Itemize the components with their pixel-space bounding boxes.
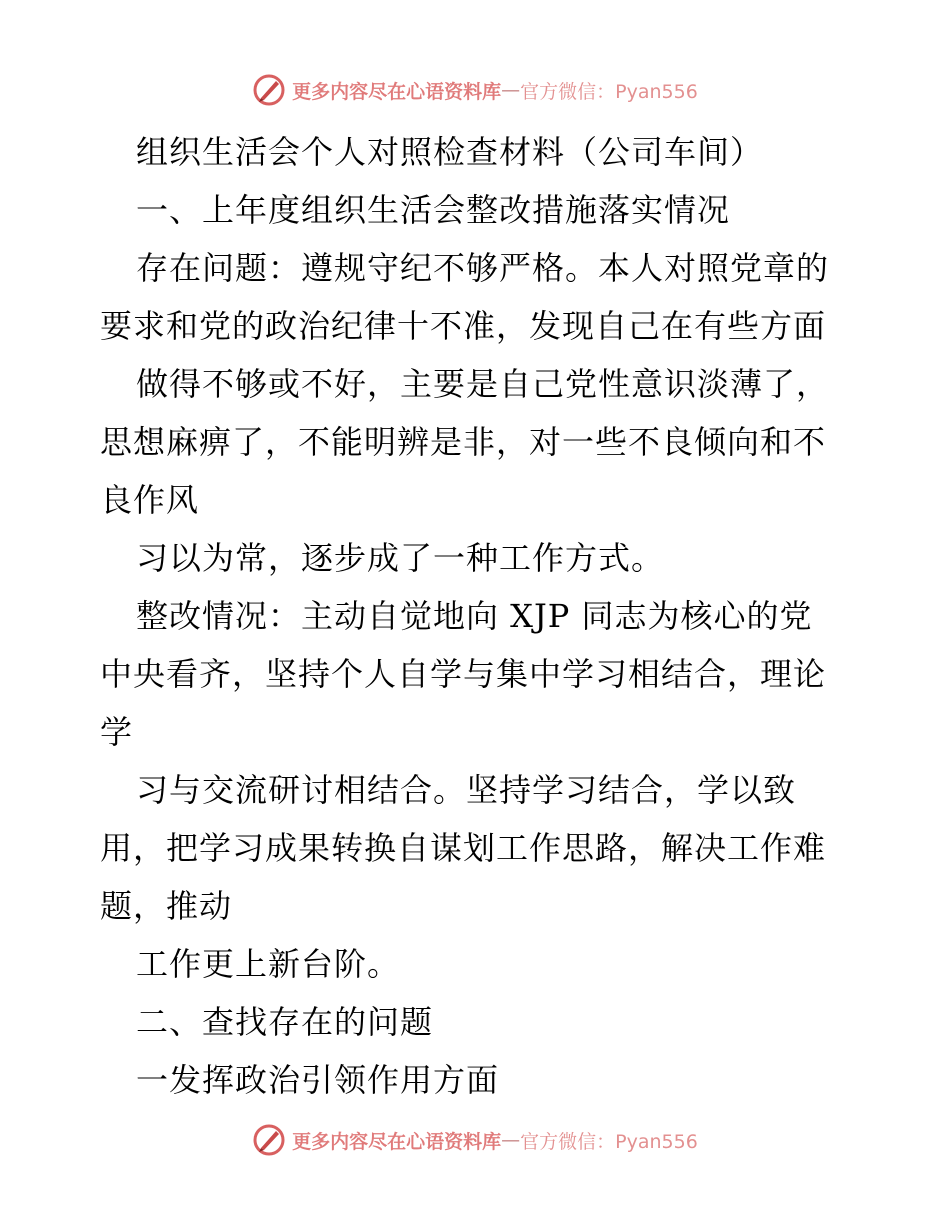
quill-circle-logo-icon — [252, 1123, 286, 1157]
document-line: 一发挥政治引领作用方面 — [136, 1061, 500, 1099]
footer-banner — [0, 1120, 950, 1160]
document-line: 用，把学习成果转换自谋划工作思路，解决工作难 — [100, 829, 827, 867]
banner-separator: — — [501, 1129, 521, 1151]
document-line: 存在问题：遵规守纪不够严格。本人对照党章的 — [136, 249, 830, 287]
document-line: 二、查找存在的问题 — [136, 1003, 434, 1041]
document-line: 学 — [100, 713, 134, 751]
document-line: 习与交流研讨相结合。坚持学习结合，学以致 — [136, 771, 797, 809]
document-line: 一、上年度组织生活会整改措施落实情况 — [136, 191, 731, 229]
quill-circle-logo-icon — [252, 73, 286, 107]
document-line: 中央看齐，坚持个人自学与集中学习相结合，理论 — [100, 655, 827, 693]
site-name: 更多内容尽在心语资料库 — [292, 1130, 502, 1153]
wechat-id: 官方微信：Pyan556 — [520, 80, 698, 103]
document-line: 工作更上新台阶。 — [136, 945, 401, 983]
site-name: 更多内容尽在心语资料库 — [292, 80, 502, 103]
document-line: 习以为常，逐步成了一种工作方式。 — [136, 539, 665, 577]
document-line: 组织生活会个人对照检查材料（公司车间） — [136, 133, 764, 171]
document-line: 良作风 — [100, 481, 200, 519]
document-line: 思想麻痹了，不能明辨是非，对一些不良倾向和不 — [100, 423, 827, 461]
document-body — [100, 123, 860, 1109]
document-line: 做得不够或不好，主要是自己党性意识淡薄了， — [136, 365, 830, 403]
document-line: 整改情况：主动自觉地向 XJP 同志为核心的党 — [136, 597, 813, 635]
wechat-id: 官方微信：Pyan556 — [520, 1130, 698, 1153]
banner-separator: — — [501, 79, 521, 101]
document-line: 题，推动 — [100, 887, 233, 925]
document-line: 要求和党的政治纪律十不准，发现自己在有些方面 — [100, 307, 827, 345]
header-banner — [0, 70, 950, 110]
